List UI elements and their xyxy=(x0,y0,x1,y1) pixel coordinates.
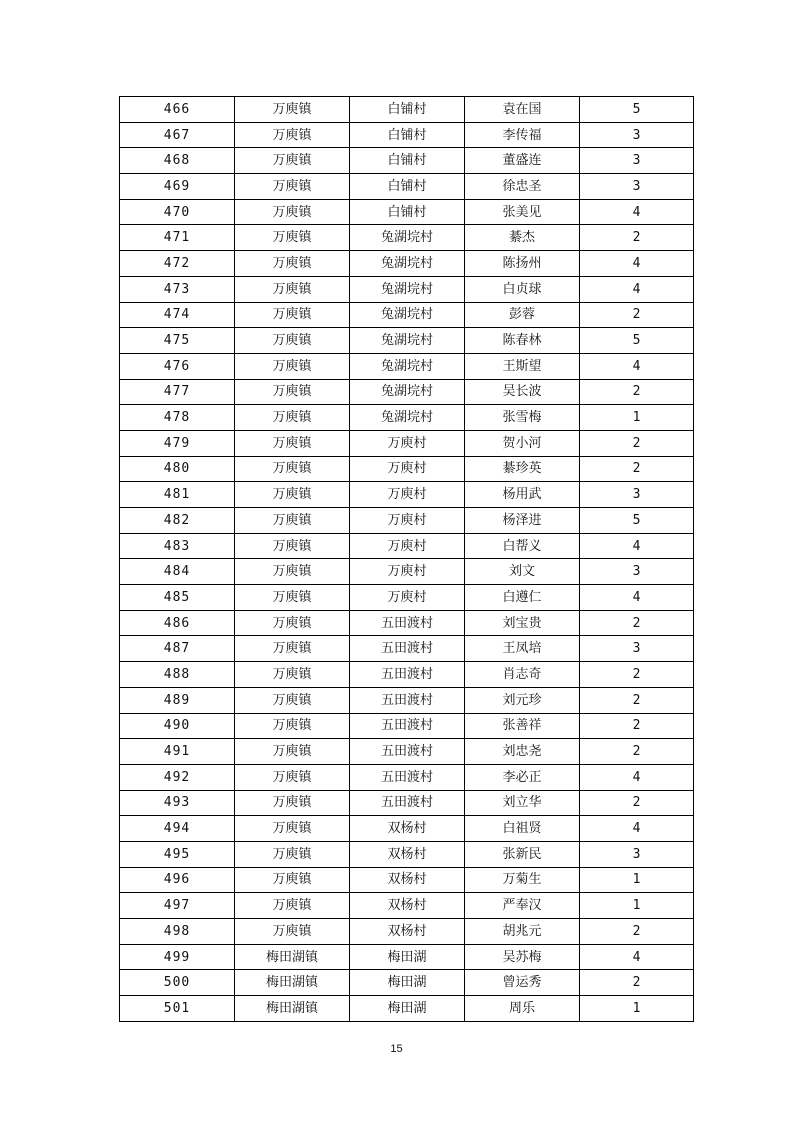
table-row xyxy=(120,585,694,611)
cell-town: 梅田湖镇 xyxy=(235,970,350,996)
cell-serial-number: 470 xyxy=(120,199,235,225)
cell-household-count: 2 xyxy=(580,430,694,456)
cell-person-name: 杨泽进 xyxy=(465,508,580,534)
cell-village: 双杨村 xyxy=(350,867,465,893)
table-row xyxy=(120,662,694,688)
cell-person-name: 李必正 xyxy=(465,764,580,790)
cell-household-count: 2 xyxy=(580,379,694,405)
cell-village: 兔湖垸村 xyxy=(350,302,465,328)
cell-village: 五田渡村 xyxy=(350,610,465,636)
cell-serial-number: 494 xyxy=(120,816,235,842)
cell-serial-number: 466 xyxy=(120,97,235,123)
cell-town: 万庾镇 xyxy=(235,764,350,790)
cell-serial-number: 501 xyxy=(120,996,235,1022)
cell-household-count: 3 xyxy=(580,636,694,662)
table-row xyxy=(120,379,694,405)
cell-serial-number: 479 xyxy=(120,430,235,456)
cell-town: 万庾镇 xyxy=(235,867,350,893)
cell-town: 万庾镇 xyxy=(235,713,350,739)
table-row xyxy=(120,841,694,867)
cell-town: 万庾镇 xyxy=(235,482,350,508)
cell-person-name: 陈春林 xyxy=(465,328,580,354)
cell-household-count: 2 xyxy=(580,739,694,765)
table-row xyxy=(120,739,694,765)
table-row xyxy=(120,174,694,200)
cell-household-count: 1 xyxy=(580,996,694,1022)
cell-household-count: 4 xyxy=(580,251,694,277)
table-row xyxy=(120,816,694,842)
cell-household-count: 2 xyxy=(580,662,694,688)
cell-village: 梅田湖 xyxy=(350,970,465,996)
table-row xyxy=(120,251,694,277)
cell-town: 万庾镇 xyxy=(235,122,350,148)
cell-village: 五田渡村 xyxy=(350,713,465,739)
cell-town: 万庾镇 xyxy=(235,790,350,816)
cell-person-name: 白遵仁 xyxy=(465,585,580,611)
cell-person-name: 董盛连 xyxy=(465,148,580,174)
cell-serial-number: 493 xyxy=(120,790,235,816)
cell-village: 白铺村 xyxy=(350,122,465,148)
cell-household-count: 2 xyxy=(580,225,694,251)
table-row xyxy=(120,456,694,482)
table-row xyxy=(120,559,694,585)
cell-person-name: 严奉汉 xyxy=(465,893,580,919)
cell-town: 万庾镇 xyxy=(235,148,350,174)
cell-person-name: 白祖贤 xyxy=(465,816,580,842)
cell-town: 万庾镇 xyxy=(235,405,350,431)
cell-village: 白铺村 xyxy=(350,174,465,200)
cell-town: 万庾镇 xyxy=(235,302,350,328)
cell-serial-number: 487 xyxy=(120,636,235,662)
cell-village: 五田渡村 xyxy=(350,790,465,816)
cell-serial-number: 495 xyxy=(120,841,235,867)
cell-person-name: 肖志奇 xyxy=(465,662,580,688)
cell-village: 万庾村 xyxy=(350,559,465,585)
cell-serial-number: 473 xyxy=(120,276,235,302)
table-row xyxy=(120,353,694,379)
cell-serial-number: 480 xyxy=(120,456,235,482)
table-row xyxy=(120,508,694,534)
cell-serial-number: 482 xyxy=(120,508,235,534)
cell-person-name: 刘立华 xyxy=(465,790,580,816)
cell-person-name: 王凤培 xyxy=(465,636,580,662)
cell-town: 万庾镇 xyxy=(235,816,350,842)
table-row xyxy=(120,328,694,354)
cell-household-count: 4 xyxy=(580,353,694,379)
cell-village: 双杨村 xyxy=(350,919,465,945)
cell-village: 万庾村 xyxy=(350,508,465,534)
cell-person-name: 周乐 xyxy=(465,996,580,1022)
cell-serial-number: 474 xyxy=(120,302,235,328)
cell-village: 双杨村 xyxy=(350,816,465,842)
cell-person-name: 白贞球 xyxy=(465,276,580,302)
cell-person-name: 刘文 xyxy=(465,559,580,585)
cell-serial-number: 491 xyxy=(120,739,235,765)
table-row xyxy=(120,276,694,302)
cell-household-count: 5 xyxy=(580,97,694,123)
table-row xyxy=(120,764,694,790)
cell-village: 双杨村 xyxy=(350,893,465,919)
cell-household-count: 3 xyxy=(580,841,694,867)
cell-town: 万庾镇 xyxy=(235,636,350,662)
cell-town: 万庾镇 xyxy=(235,585,350,611)
cell-town: 万庾镇 xyxy=(235,687,350,713)
cell-household-count: 3 xyxy=(580,559,694,585)
cell-town: 梅田湖镇 xyxy=(235,944,350,970)
cell-serial-number: 478 xyxy=(120,405,235,431)
cell-village: 兔湖垸村 xyxy=(350,251,465,277)
cell-serial-number: 476 xyxy=(120,353,235,379)
cell-town: 万庾镇 xyxy=(235,199,350,225)
cell-village: 白铺村 xyxy=(350,199,465,225)
cell-household-count: 2 xyxy=(580,456,694,482)
cell-household-count: 4 xyxy=(580,533,694,559)
cell-household-count: 2 xyxy=(580,302,694,328)
cell-village: 兔湖垸村 xyxy=(350,276,465,302)
cell-serial-number: 484 xyxy=(120,559,235,585)
table-row xyxy=(120,533,694,559)
cell-village: 五田渡村 xyxy=(350,636,465,662)
cell-serial-number: 485 xyxy=(120,585,235,611)
cell-town: 万庾镇 xyxy=(235,508,350,534)
cell-person-name: 曾运秀 xyxy=(465,970,580,996)
cell-village: 五田渡村 xyxy=(350,687,465,713)
cell-serial-number: 497 xyxy=(120,893,235,919)
cell-household-count: 1 xyxy=(580,405,694,431)
cell-village: 万庾村 xyxy=(350,482,465,508)
cell-person-name: 綦杰 xyxy=(465,225,580,251)
cell-serial-number: 490 xyxy=(120,713,235,739)
table-row xyxy=(120,97,694,123)
cell-serial-number: 498 xyxy=(120,919,235,945)
page-number: 15 xyxy=(390,1043,403,1055)
table-row xyxy=(120,867,694,893)
table-row xyxy=(120,225,694,251)
cell-household-count: 4 xyxy=(580,944,694,970)
cell-person-name: 白帮义 xyxy=(465,533,580,559)
cell-village: 五田渡村 xyxy=(350,739,465,765)
cell-village: 白铺村 xyxy=(350,148,465,174)
cell-household-count: 5 xyxy=(580,508,694,534)
cell-serial-number: 500 xyxy=(120,970,235,996)
cell-household-count: 4 xyxy=(580,816,694,842)
table-row xyxy=(120,996,694,1022)
cell-person-name: 胡兆元 xyxy=(465,919,580,945)
cell-person-name: 杨用武 xyxy=(465,482,580,508)
table-row xyxy=(120,610,694,636)
cell-village: 梅田湖 xyxy=(350,944,465,970)
cell-village: 万庾村 xyxy=(350,456,465,482)
records-table xyxy=(119,96,694,1022)
cell-household-count: 2 xyxy=(580,919,694,945)
cell-person-name: 刘忠尧 xyxy=(465,739,580,765)
cell-village: 兔湖垸村 xyxy=(350,225,465,251)
cell-town: 梅田湖镇 xyxy=(235,996,350,1022)
cell-town: 万庾镇 xyxy=(235,739,350,765)
table-row xyxy=(120,199,694,225)
cell-village: 梅田湖 xyxy=(350,996,465,1022)
cell-person-name: 王斯望 xyxy=(465,353,580,379)
cell-serial-number: 496 xyxy=(120,867,235,893)
cell-person-name: 张雪梅 xyxy=(465,405,580,431)
cell-serial-number: 477 xyxy=(120,379,235,405)
cell-person-name: 刘元珍 xyxy=(465,687,580,713)
cell-serial-number: 468 xyxy=(120,148,235,174)
cell-serial-number: 471 xyxy=(120,225,235,251)
cell-town: 万庾镇 xyxy=(235,893,350,919)
cell-person-name: 綦珍英 xyxy=(465,456,580,482)
cell-household-count: 2 xyxy=(580,687,694,713)
cell-town: 万庾镇 xyxy=(235,533,350,559)
cell-village: 五田渡村 xyxy=(350,764,465,790)
cell-village: 五田渡村 xyxy=(350,662,465,688)
cell-serial-number: 481 xyxy=(120,482,235,508)
cell-person-name: 万菊生 xyxy=(465,867,580,893)
table-row xyxy=(120,122,694,148)
table-row xyxy=(120,302,694,328)
table-row xyxy=(120,636,694,662)
cell-town: 万庾镇 xyxy=(235,559,350,585)
cell-household-count: 4 xyxy=(580,276,694,302)
cell-person-name: 吴长波 xyxy=(465,379,580,405)
cell-town: 万庾镇 xyxy=(235,251,350,277)
cell-serial-number: 483 xyxy=(120,533,235,559)
cell-household-count: 1 xyxy=(580,893,694,919)
cell-village: 万庾村 xyxy=(350,533,465,559)
table-row xyxy=(120,430,694,456)
cell-household-count: 2 xyxy=(580,610,694,636)
cell-village: 兔湖垸村 xyxy=(350,379,465,405)
cell-town: 万庾镇 xyxy=(235,225,350,251)
cell-village: 兔湖垸村 xyxy=(350,405,465,431)
cell-serial-number: 472 xyxy=(120,251,235,277)
table-row xyxy=(120,944,694,970)
cell-serial-number: 469 xyxy=(120,174,235,200)
cell-person-name: 贺小河 xyxy=(465,430,580,456)
cell-town: 万庾镇 xyxy=(235,97,350,123)
cell-person-name: 徐忠圣 xyxy=(465,174,580,200)
cell-person-name: 陈扬州 xyxy=(465,251,580,277)
cell-household-count: 3 xyxy=(580,174,694,200)
cell-town: 万庾镇 xyxy=(235,662,350,688)
table-row xyxy=(120,482,694,508)
cell-household-count: 3 xyxy=(580,482,694,508)
cell-town: 万庾镇 xyxy=(235,456,350,482)
table-row xyxy=(120,790,694,816)
cell-household-count: 3 xyxy=(580,148,694,174)
cell-village: 兔湖垸村 xyxy=(350,328,465,354)
cell-village: 万庾村 xyxy=(350,585,465,611)
table-row xyxy=(120,148,694,174)
cell-person-name: 张善祥 xyxy=(465,713,580,739)
table-row xyxy=(120,713,694,739)
cell-village: 万庾村 xyxy=(350,430,465,456)
cell-town: 万庾镇 xyxy=(235,379,350,405)
cell-serial-number: 467 xyxy=(120,122,235,148)
cell-serial-number: 499 xyxy=(120,944,235,970)
cell-serial-number: 489 xyxy=(120,687,235,713)
cell-town: 万庾镇 xyxy=(235,328,350,354)
cell-serial-number: 475 xyxy=(120,328,235,354)
cell-person-name: 彭蓉 xyxy=(465,302,580,328)
cell-household-count: 4 xyxy=(580,764,694,790)
table-row xyxy=(120,687,694,713)
cell-household-count: 2 xyxy=(580,713,694,739)
records-table-body xyxy=(120,97,694,1022)
cell-household-count: 1 xyxy=(580,867,694,893)
cell-serial-number: 488 xyxy=(120,662,235,688)
cell-household-count: 4 xyxy=(580,199,694,225)
table-row xyxy=(120,919,694,945)
cell-town: 万庾镇 xyxy=(235,610,350,636)
table-row xyxy=(120,405,694,431)
cell-person-name: 刘宝贵 xyxy=(465,610,580,636)
cell-serial-number: 486 xyxy=(120,610,235,636)
cell-town: 万庾镇 xyxy=(235,353,350,379)
cell-household-count: 2 xyxy=(580,790,694,816)
cell-village: 兔湖垸村 xyxy=(350,353,465,379)
table-row xyxy=(120,893,694,919)
cell-town: 万庾镇 xyxy=(235,276,350,302)
cell-town: 万庾镇 xyxy=(235,919,350,945)
cell-town: 万庾镇 xyxy=(235,174,350,200)
cell-person-name: 吴苏梅 xyxy=(465,944,580,970)
cell-person-name: 张新民 xyxy=(465,841,580,867)
cell-household-count: 5 xyxy=(580,328,694,354)
cell-town: 万庾镇 xyxy=(235,841,350,867)
cell-household-count: 4 xyxy=(580,585,694,611)
cell-person-name: 李传福 xyxy=(465,122,580,148)
cell-household-count: 2 xyxy=(580,970,694,996)
cell-person-name: 张美见 xyxy=(465,199,580,225)
table-row xyxy=(120,970,694,996)
cell-village: 白铺村 xyxy=(350,97,465,123)
cell-village: 双杨村 xyxy=(350,841,465,867)
cell-person-name: 袁在国 xyxy=(465,97,580,123)
cell-household-count: 3 xyxy=(580,122,694,148)
cell-town: 万庾镇 xyxy=(235,430,350,456)
cell-serial-number: 492 xyxy=(120,764,235,790)
